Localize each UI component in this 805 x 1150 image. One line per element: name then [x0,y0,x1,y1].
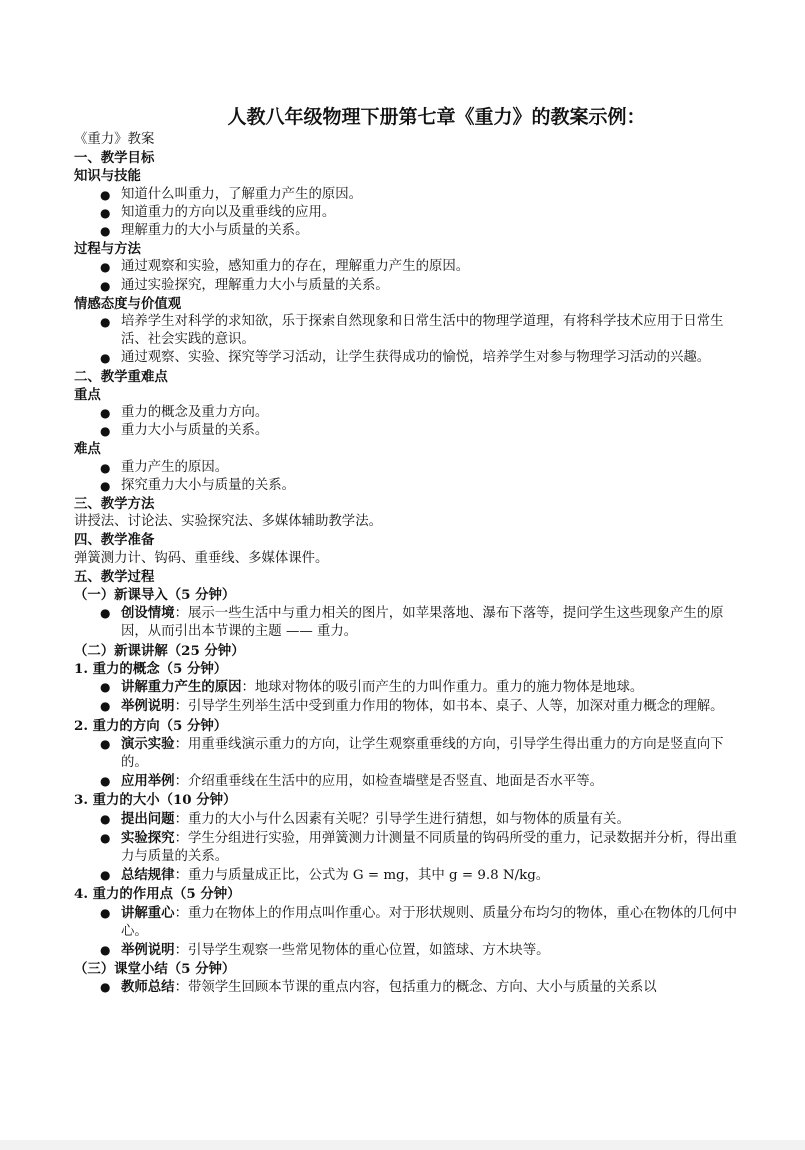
section-heading: 三、教学方法 [74,496,155,513]
list-item: ● 通过观察、实验、探究等学习活动，让学生获得成功的愉悦，培养学生对参与物理学习活动的兴趣。 [74,349,739,367]
section-heading: 二、教学重难点 [74,368,168,385]
bullet-list [74,258,739,294]
bullet-icon: ● [100,811,111,826]
bullet-icon: ● [100,830,111,845]
bullet-list [74,678,739,716]
bullet-icon: ● [100,905,111,920]
paragraph: 弹簧测力计、钩码、重垂线、多媒体课件。 [74,550,329,566]
bullet-icon: ● [100,868,111,883]
subsection-heading: 重点 [74,386,101,403]
bullet-list [74,404,739,440]
bullet-icon: ● [100,406,111,421]
bullet-icon: ● [100,736,111,751]
topic-heading: 1. 重力的概念（5 分钟） [74,660,228,677]
bullet-icon: ● [100,942,111,957]
subsection-heading: 情感态度与价值观 [74,295,182,312]
list-item: ● 提出问题：重力的大小与什么因素有关呢？引导学生进行猜想，如与物体的质量有关。 [100,810,630,827]
list-item: ● 培养学生对科学的求知欲，乐于探索自然现象和日常生活中的物理学道理，有将科学技术应用于日常生活、社会实践的意识。 [100,314,724,348]
list-item: ● 举例说明：引导学生列举生活中受到重力作用的物体，如书本、桌子、人等，加深对重力概念的理解。 [100,698,724,715]
section-heading: 一、教学目标 [74,150,155,167]
bullet-list [74,186,739,241]
list-item: ● 知道什么叫重力，了解重力产生的原因。 [74,186,739,204]
list-item: ● 重力的概念及重力方向。 [74,404,739,422]
list-item: ● 通过实验探究，理解重力大小与质量的关系。 [74,277,739,295]
list-item: ● 应用举例：介绍重垂线在生活中的应用，如检查墙壁是否竖直、地面是否水平等。 [100,773,604,790]
bullet-icon: ● [100,460,111,475]
list-item: ● 讲解重心：重力在物体上的作用点叫作重心。对于形状规则、质量分布均匀的物体，重心在物体的几何中心。 [100,904,737,939]
bullet-list [74,904,739,961]
lesson-plan [74,104,739,998]
bullet-icon: ● [100,680,111,695]
section-heading: 五、教学过程 [74,568,155,585]
bullet-icon: ● [100,478,111,493]
list-item: ● 教师总结：带领学生回顾本节课的重点内容，包括重力的概念、方向、大小与质量的关系以 [100,979,657,996]
list-item: ● 举例说明：引导学生观察一些常见物体的重心位置，如篮球、方木块等。 [100,941,550,958]
topic-heading: 4. 重力的作用点（5 分钟） [74,886,241,903]
bullet-icon: ● [100,606,111,621]
bullet-list [74,604,739,641]
list-item: ● 讲解重力产生的原因：地球对物体的吸引而产生的力叫作重力。重力的施力物体是地球。 [100,679,644,696]
document-title: 人教八年级物理下册第七章《重力》的教案示例： [227,106,646,128]
list-item: ● 知道重力的方向以及重垂线的应用。 [74,204,739,222]
bullet-icon: ● [100,187,111,202]
bullet-icon: ● [100,980,111,995]
list-item: ● 重力产生的原因。 [74,459,739,477]
list-item: ● 理解重力的大小与质量的关系。 [74,222,739,240]
section-heading: 四、教学准备 [74,532,155,549]
bullet-list [74,313,739,368]
subsection-heading: 知识与技能 [74,168,141,185]
plan-subtitle: 《重力》教案 [74,132,155,147]
bullet-icon: ● [100,205,111,220]
list-item: ● 实验探究：学生分组进行实验，用弹簧测力计测量不同质量的钩码所受的重力，记录数据并分析，得出重力与质量的关系。 [100,829,737,864]
bullet-icon: ● [100,278,111,293]
subsection-heading: （一）新课导入（5 分钟） [74,587,236,604]
bullet-icon: ● [100,260,111,275]
list-item: ● 演示实验：用重垂线演示重力的方向，让学生观察重垂线的方向，引导学生得出重力的方向是竖直向下的。 [100,735,724,770]
bullet-list [74,735,739,792]
bullet-icon: ● [100,315,111,330]
subsection-heading: （二）新课讲解（25 分钟） [74,642,245,659]
bullet-icon: ● [100,699,111,714]
topic-heading: 2. 重力的方向（5 分钟） [74,717,228,734]
list-item: ● 探究重力大小与质量的关系。 [74,477,739,495]
list-item: ● 总结规律：重力与质量成正比，公式为 G = mg，其中 g = 9.8 N/kg。 [100,867,550,884]
bullet-list [74,978,739,997]
bullet-icon: ● [100,774,111,789]
bullet-icon: ● [100,224,111,239]
subsection-heading: 过程与方法 [74,241,141,258]
list-item: ● 通过观察和实验，感知重力的存在，理解重力产生的原因。 [74,258,739,276]
list-item: ● 创设情境：展示一些生活中与重力相关的图片，如苹果落地、瀑布下落等，提问学生这些现象产生的原因，从而引出本节课的主题 —— 重力。 [100,605,724,640]
topic-heading: 3. 重力的大小（10 分钟） [74,792,237,809]
subsection-heading: 难点 [74,441,101,458]
bullet-list [74,459,739,495]
bullet-list [74,810,739,886]
paragraph: 讲授法、讨论法、实验探究法、多媒体辅助教学法。 [74,514,382,530]
list-item: ● 重力大小与质量的关系。 [74,422,739,440]
subsection-heading: （三）课堂小结（5 分钟） [74,961,236,978]
bullet-icon: ● [100,351,111,366]
bullet-icon: ● [100,424,111,439]
